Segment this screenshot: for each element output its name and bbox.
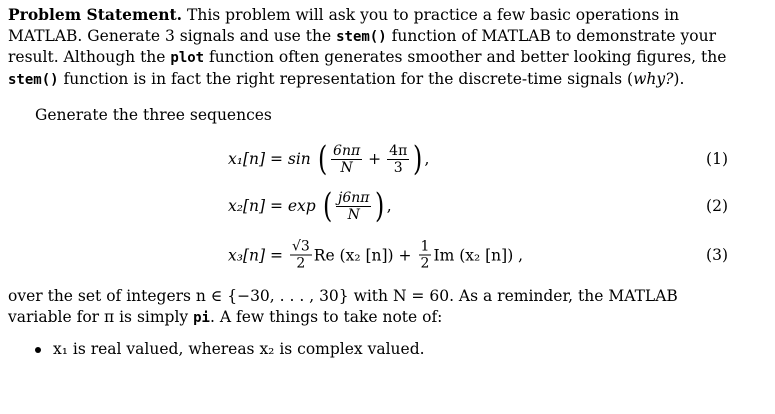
eq3-number: (3) xyxy=(706,246,728,264)
equation-3 xyxy=(0,233,775,277)
problem-heading: Problem Statement. xyxy=(8,5,183,24)
eq1-frac2: $\frac{4\pi}{3}$ xyxy=(389,142,408,176)
eq3-frac1: $\frac{√3}{2}$ xyxy=(291,238,310,272)
stem-code-2: stem() xyxy=(8,71,59,88)
eq3-frac2: $\frac{1}{2}$ xyxy=(420,238,430,272)
closing-text-1: over the set of integers n ∈ {−30, . . . , 30} with N = 60. As a reminder, the MATLAB variable for π is simply xyxy=(8,287,678,326)
why-text: why? xyxy=(633,69,674,88)
intro-text-5: ). xyxy=(673,69,685,88)
eq2-number: (2) xyxy=(706,197,728,215)
eq3-lhs: x₃[n] = xyxy=(228,246,283,264)
bullet-item xyxy=(35,340,425,358)
intro-text-4: function is in fact the right representation for the discrete-time signals ( xyxy=(63,69,634,88)
eq1-lhs: x₁[n] = sin xyxy=(228,150,311,168)
eq1-number: (1) xyxy=(706,150,728,168)
plot-code: plot xyxy=(170,50,205,66)
eq3-part2: Im (x₂ [n]) , xyxy=(433,246,524,264)
bullet-icon xyxy=(35,347,41,353)
pi-code: pi xyxy=(193,309,210,326)
closing-text-2: . A few things to take note of: xyxy=(209,307,443,326)
bullet-text: x₁ is real valued, whereas x₂ is complex valued. xyxy=(53,340,425,358)
equation-2: x₂[n] = exp ( $\frac{j6n\pi}{N}$ ) , (2) xyxy=(228,186,728,226)
intro-text-2: function of MATLAB to demonstrate your result. Although the xyxy=(8,26,717,66)
problem-statement-paragraph xyxy=(8,5,743,90)
stem-code-1: stem() xyxy=(336,28,387,45)
intro-text-1: This problem will ask you to practice a few basic operations in MATLAB. Generate 3 signals and use the xyxy=(8,6,680,45)
intro-text-3: function often generates smoother and better looking figures, the xyxy=(209,48,727,66)
eq2-frac1: $\frac{j6n\pi}{N}$ xyxy=(337,189,370,223)
eq3-part1: Re (x₂ [n]) + xyxy=(313,246,412,264)
eq2-lhs: x₂[n] = exp xyxy=(228,197,316,215)
eq1-frac1: $\frac{6n\pi}{N}$ xyxy=(333,142,361,176)
closing-paragraph xyxy=(8,286,743,328)
equation-1: x₁[n] = sin ( $\frac{6n\pi}{N}$ + $\frac{4\pi}{3}$ ) , (1) xyxy=(228,139,728,179)
generate-label: Generate the three sequences xyxy=(35,106,272,124)
